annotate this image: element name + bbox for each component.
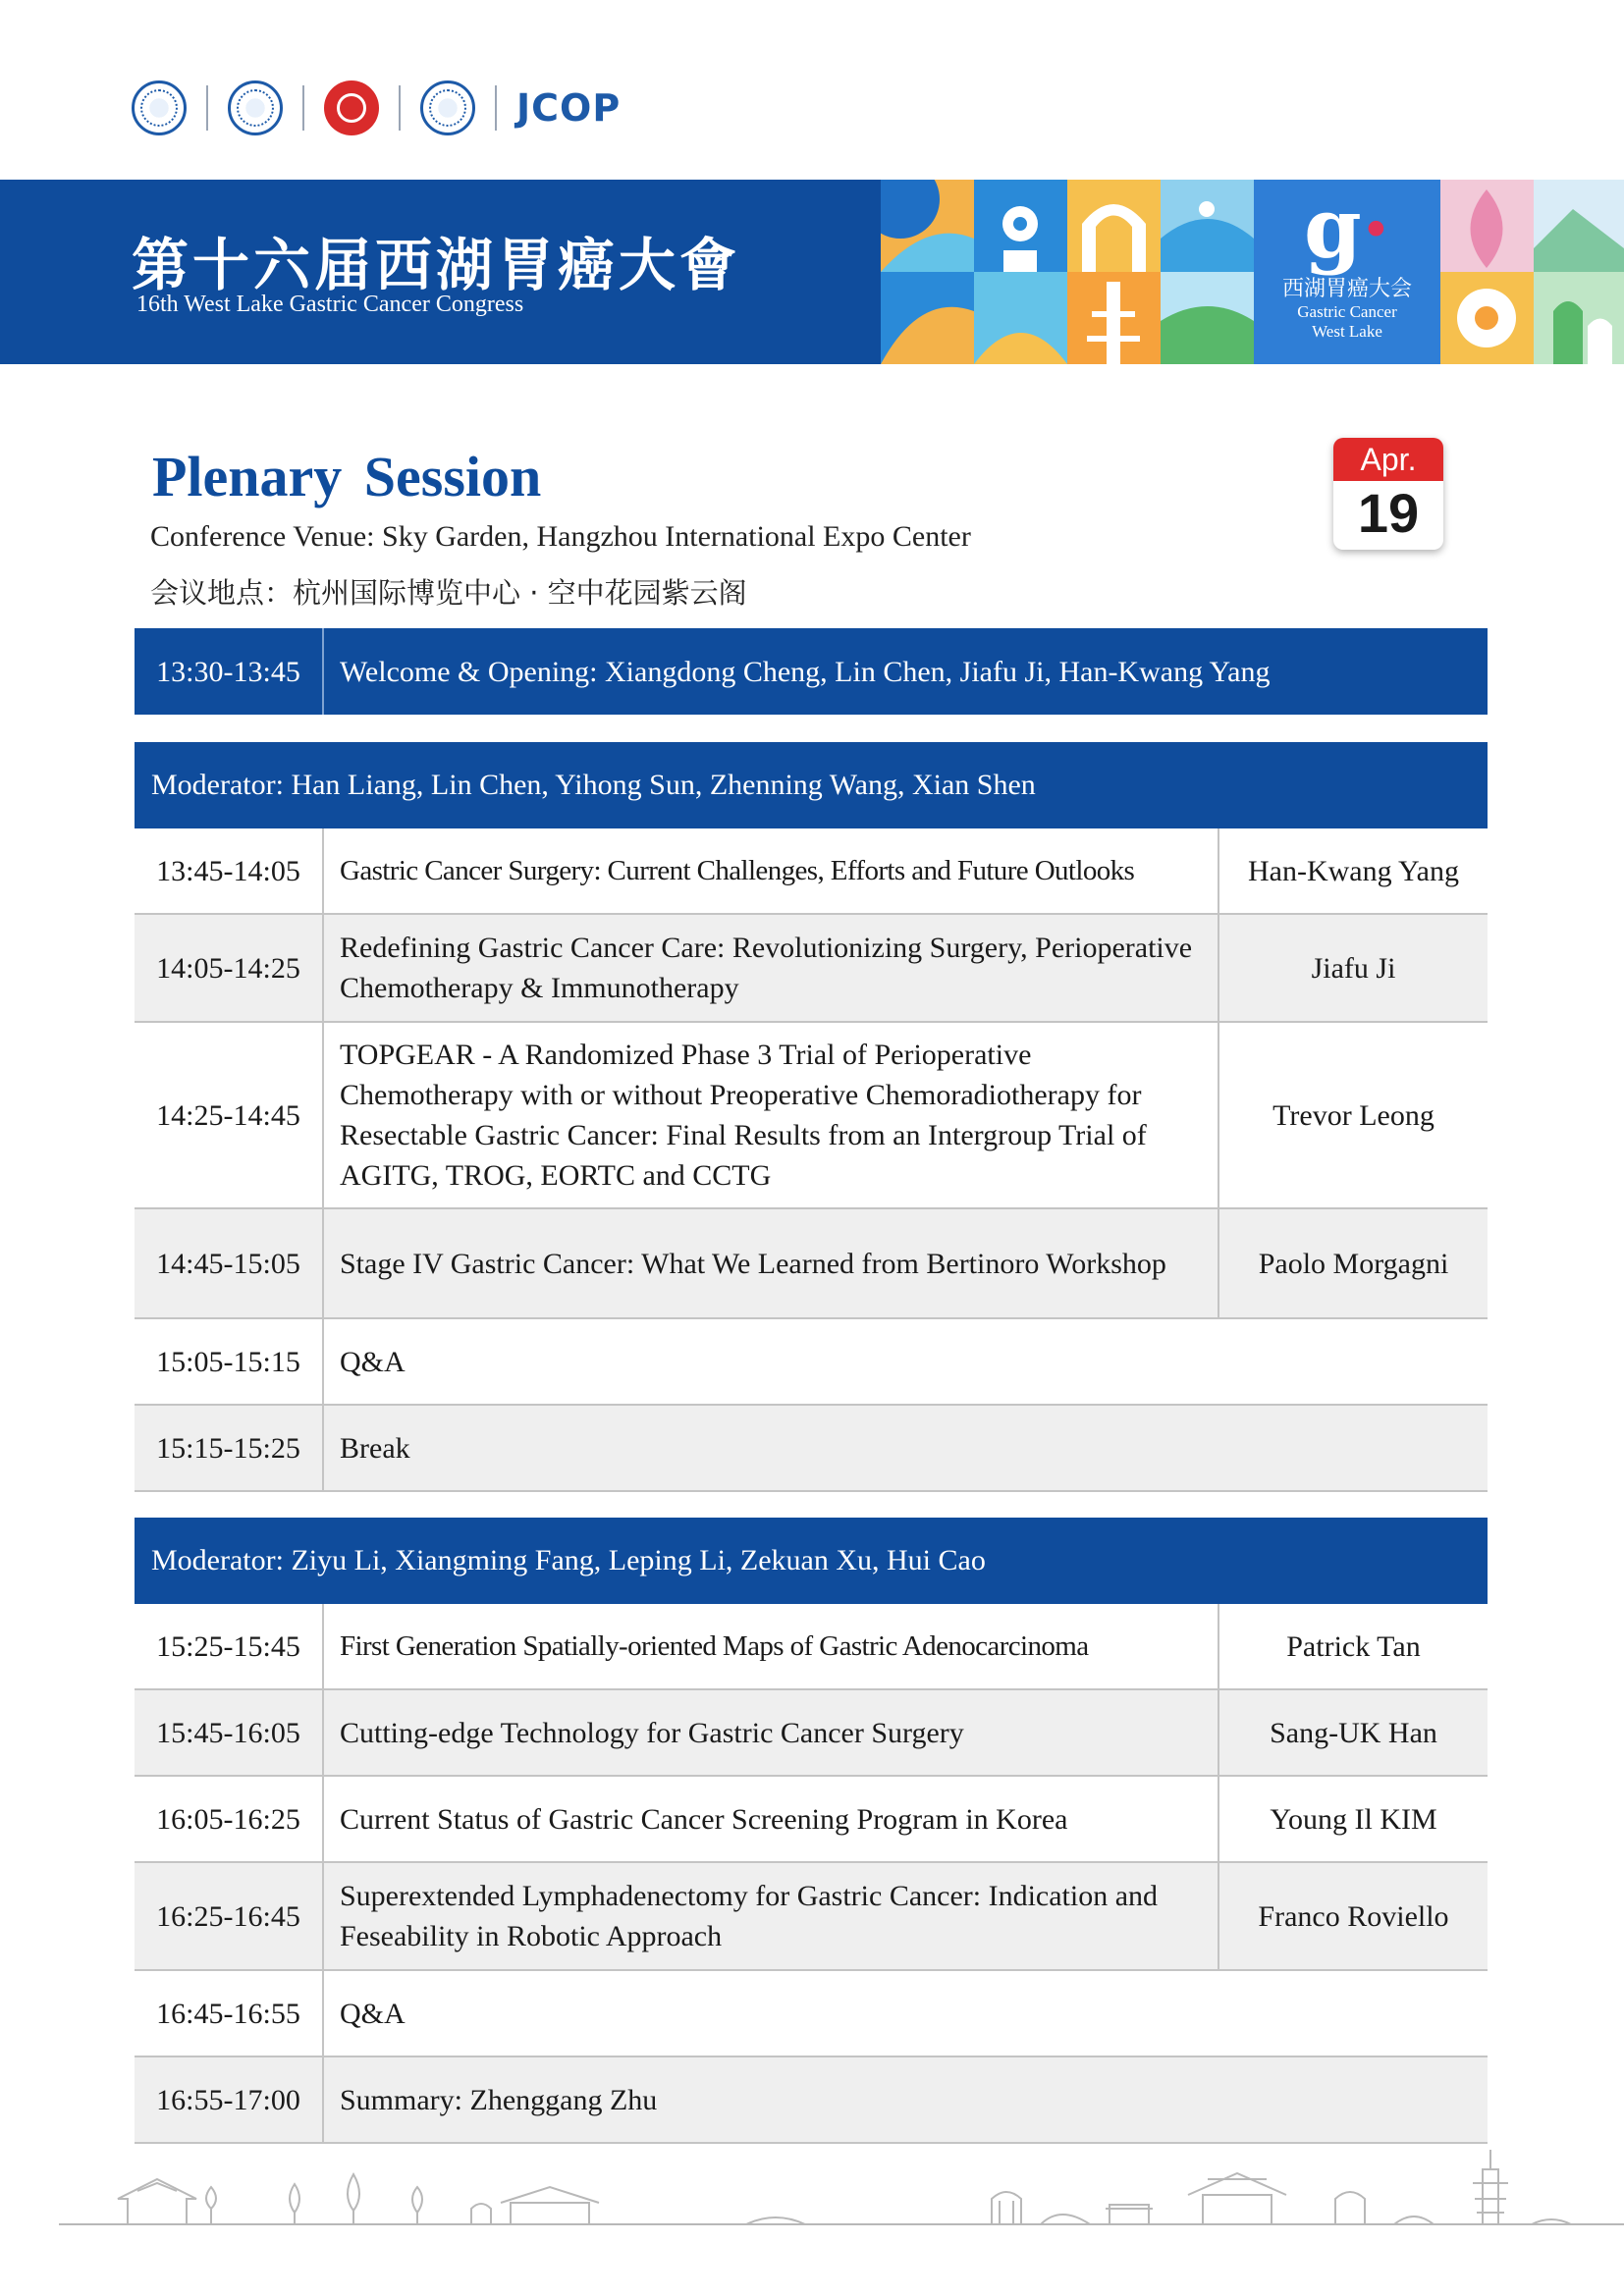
- table-row: [135, 1209, 1488, 1319]
- tile-art: [881, 180, 974, 272]
- hospital-seal-logo: [228, 80, 283, 135]
- talk-title: Current Status of Gastric Cancer Screening Program in Korea: [340, 1802, 1068, 1836]
- time-cell: 14:45-15:05: [135, 1209, 324, 1317]
- tile-art: [1161, 272, 1254, 364]
- time-cell: 15:45-16:05: [135, 1690, 324, 1775]
- opening-row: [135, 628, 1488, 715]
- talk-title: Cutting-edge Technology for Gastric Cancer Surgery: [340, 1716, 964, 1749]
- time-cell: 13:30-13:45: [135, 628, 324, 715]
- speaker-cell: Young Il KIM: [1218, 1777, 1488, 1861]
- venue-cn: 会议地点：杭州国际博览中心 · 空中花园紫云阁: [150, 576, 747, 610]
- table-row: [135, 1319, 1488, 1406]
- opening-text: Welcome & Opening: Xiangdong Cheng, Lin Chen, Jiafu Ji, Han-Kwang Yang: [340, 655, 1271, 688]
- time-cell: 15:15-15:25: [135, 1406, 324, 1490]
- time-cell: 15:05-15:15: [135, 1319, 324, 1404]
- tile-art: [1440, 180, 1534, 272]
- talk-title: Superextended Lymphadenectomy for Gastric Cancer: Indication and Feseability in Robotic Approach: [340, 1880, 1159, 1952]
- session-title: Plenary Session: [152, 445, 542, 508]
- moderator-row: [135, 742, 1488, 828]
- congress-banner: [0, 180, 1624, 364]
- table-row: [135, 1777, 1488, 1863]
- tile-art: [974, 272, 1067, 364]
- time-cell: 16:05-16:25: [135, 1777, 324, 1861]
- red-society-logo: [324, 80, 379, 135]
- divider: [302, 85, 304, 131]
- time-cell: 16:55-17:00: [135, 2057, 324, 2142]
- west-lake-congress-logo: [1254, 180, 1440, 364]
- time-cell: 15:25-15:45: [135, 1604, 324, 1688]
- divider: [399, 85, 401, 131]
- time-cell: 14:25-14:45: [135, 1023, 324, 1207]
- time-cell: 14:05-14:25: [135, 915, 324, 1021]
- venue-en: Conference Venue: Sky Garden, Hangzhou International Expo Center: [150, 520, 971, 553]
- table-row: [135, 1406, 1488, 1492]
- congress-title-cn: 第十六届西湖胃癌大會: [132, 232, 741, 298]
- date-month: Apr.: [1333, 438, 1443, 481]
- moderator-text: Moderator: Ziyu Li, Xiangming Fang, Leping Li, Zekuan Xu, Hui Cao: [151, 1544, 986, 1576]
- talk-title: Break: [340, 1431, 410, 1465]
- talk-title: TOPGEAR - A Randomized Phase 3 Trial of Perioperative Chemotherapy with or without Preoperative Chemoradiotherapy for Resectable Gastric Cancer: Final Results from an Intergroup Trial of AGITG, TROG, EORTC and CCTG: [340, 1039, 1147, 1192]
- time-cell: 16:45-16:55: [135, 1971, 324, 2056]
- logo-cn-text: 西湖胃癌大会: [1281, 277, 1412, 301]
- speaker-cell: Patrick Tan: [1218, 1604, 1488, 1688]
- table-row: [135, 1604, 1488, 1690]
- tile-art: [1534, 180, 1624, 272]
- talk-title: Gastric Cancer Surgery: Current Challenges, Efforts and Future Outlooks: [340, 854, 1135, 886]
- table-row: [135, 2057, 1488, 2144]
- moderator-row: [135, 1518, 1488, 1604]
- speaker-cell: Paolo Morgagni: [1218, 1209, 1488, 1317]
- tile-art: [1067, 180, 1161, 272]
- tile-art: [974, 180, 1067, 272]
- speaker-cell: Sang-UK Han: [1218, 1690, 1488, 1775]
- talk-title: First Generation Spatially-oriented Maps of Gastric Adenocarcinoma: [340, 1629, 1089, 1662]
- tile-art: [1067, 272, 1161, 364]
- congress-title-en: 16th West Lake Gastric Cancer Congress: [136, 292, 524, 317]
- moderator-text: Moderator: Han Liang, Lin Chen, Yihong Sun, Zhenning Wang, Xian Shen: [151, 769, 1036, 801]
- divider: [495, 85, 497, 131]
- date-day: 19: [1357, 482, 1420, 544]
- talk-title: Summary: Zhenggang Zhu: [340, 2083, 658, 2116]
- tile-art: [1534, 272, 1624, 364]
- date-calendar-badge: [1333, 438, 1443, 550]
- decorative-tiles: [881, 180, 1624, 364]
- partner-logos: [132, 77, 621, 139]
- table-row: [135, 915, 1488, 1023]
- table-row: [135, 828, 1488, 915]
- speaker-cell: Franco Roviello: [1218, 1863, 1488, 1969]
- time-cell: 16:25-16:45: [135, 1863, 324, 1969]
- table-row: [135, 1971, 1488, 2057]
- tile-art: [1161, 180, 1254, 272]
- table-row: [135, 1023, 1488, 1209]
- talk-title: Stage IV Gastric Cancer: What We Learned from Bertinoro Workshop: [340, 1247, 1166, 1280]
- association-seal-logo: [132, 80, 187, 135]
- g-logo-mark: g·: [1304, 180, 1390, 277]
- talk-title: Redefining Gastric Cancer Care: Revolutionizing Surgery, Perioperative Chemotherapy & Immunotherapy: [340, 932, 1193, 1004]
- tile-art: [881, 272, 974, 364]
- skyline-illustration: [0, 2140, 1624, 2238]
- speaker-cell: Trevor Leong: [1218, 1023, 1488, 1207]
- speaker-cell: Han-Kwang Yang: [1218, 828, 1488, 913]
- talk-title: Q&A: [340, 1997, 406, 2030]
- table-row: [135, 1690, 1488, 1777]
- logo-en-line1: Gastric Cancer: [1297, 302, 1397, 321]
- logo-en-line2: West Lake: [1312, 322, 1382, 341]
- tile-art: [1440, 272, 1534, 364]
- divider: [206, 85, 208, 131]
- jcop-logo: JCOP: [516, 86, 622, 130]
- time-cell: 13:45-14:05: [135, 828, 324, 913]
- university-seal-logo: [420, 80, 475, 135]
- speaker-cell: Jiafu Ji: [1218, 915, 1488, 1021]
- talk-title: Q&A: [340, 1345, 406, 1378]
- table-row: [135, 1863, 1488, 1971]
